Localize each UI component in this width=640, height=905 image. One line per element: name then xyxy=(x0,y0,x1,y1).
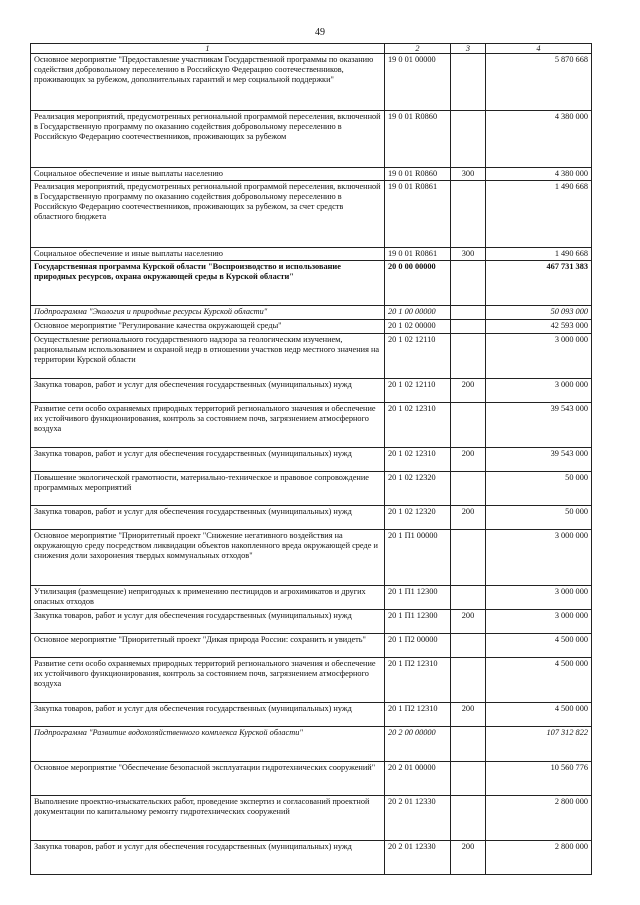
row-expense-type: 200 xyxy=(451,610,486,634)
row-name: Закупка товаров, работ и услуг для обеспечения государственных (муниципальных) нужд xyxy=(31,841,385,875)
row-expense-type: 200 xyxy=(451,841,486,875)
row-name: Основное мероприятие "Регулирование качества окружающей среды" xyxy=(31,320,385,334)
row-amount: 3 000 000 xyxy=(486,334,592,379)
row-name: Подпрограмма "Экология и природные ресурсы Курской области" xyxy=(31,306,385,320)
row-code: 20 1 02 12310 xyxy=(385,403,451,448)
row-code: 20 1 П2 00000 xyxy=(385,634,451,658)
row-code: 20 1 02 12310 xyxy=(385,448,451,472)
row-name: Государственная программа Курской области "Воспроизводство и использование природных ресурсов, охрана окружающей среды в Курской области" xyxy=(31,261,385,306)
table-row xyxy=(31,610,592,634)
row-amount: 3 000 000 xyxy=(486,586,592,610)
row-name: Подпрограмма "Развитие водохозяйственного комплекса Курской области" xyxy=(31,727,385,762)
row-name: Развитие сети особо охраняемых природных территорий регионального значения и обеспечение их устойчивого функционирования, контроль за состоянием почв, загрязнением атмосферного воздуха xyxy=(31,658,385,703)
row-amount: 5 870 668 xyxy=(486,54,592,111)
row-name: Закупка товаров, работ и услуг для обеспечения государственных (муниципальных) нужд xyxy=(31,379,385,403)
row-expense-type xyxy=(451,727,486,762)
row-expense-type xyxy=(451,530,486,586)
row-code: 20 1 02 12320 xyxy=(385,472,451,506)
row-amount: 2 800 000 xyxy=(486,796,592,841)
row-expense-type xyxy=(451,472,486,506)
row-name: Утилизация (размещение) непригодных к применению пестицидов и агрохимикатов и других опасных отходов xyxy=(31,586,385,610)
row-amount: 50 000 xyxy=(486,506,592,530)
table-row xyxy=(31,261,592,306)
table-row xyxy=(31,634,592,658)
budget-table xyxy=(30,43,592,875)
table-row xyxy=(31,796,592,841)
row-code: 20 2 00 00000 xyxy=(385,727,451,762)
row-code: 20 1 П2 12310 xyxy=(385,703,451,727)
table-row xyxy=(31,306,592,320)
header-col-2: 2 xyxy=(385,44,451,54)
row-name: Развитие сети особо охраняемых природных территорий регионального значения и обеспечение их устойчивого функционирования, контроль за состоянием почв, загрязнением атмосферного воздуха xyxy=(31,403,385,448)
table-row xyxy=(31,841,592,875)
row-amount: 50 093 000 xyxy=(486,306,592,320)
row-code: 19 0 01 R0861 xyxy=(385,248,451,261)
table-row xyxy=(31,530,592,586)
row-amount: 39 543 000 xyxy=(486,403,592,448)
row-expense-type: 300 xyxy=(451,168,486,181)
row-code: 20 1 02 00000 xyxy=(385,320,451,334)
row-name: Закупка товаров, работ и услуг для обеспечения государственных (муниципальных) нужд xyxy=(31,448,385,472)
row-expense-type: 200 xyxy=(451,448,486,472)
table-row xyxy=(31,448,592,472)
row-amount: 10 560 776 xyxy=(486,762,592,796)
table-row xyxy=(31,658,592,703)
row-amount: 4 500 000 xyxy=(486,634,592,658)
table-row xyxy=(31,54,592,111)
row-expense-type: 200 xyxy=(451,379,486,403)
row-amount: 3 000 000 xyxy=(486,610,592,634)
table-row xyxy=(31,762,592,796)
table-row xyxy=(31,379,592,403)
row-amount: 3 000 000 xyxy=(486,379,592,403)
row-name: Основное мероприятие "Обеспечение безопасной эксплуатации гидротехнических сооружений" xyxy=(31,762,385,796)
table-row xyxy=(31,586,592,610)
row-name: Закупка товаров, работ и услуг для обеспечения государственных (муниципальных) нужд xyxy=(31,506,385,530)
header-col-3: 3 xyxy=(451,44,486,54)
row-expense-type: 200 xyxy=(451,506,486,530)
row-code: 20 2 01 00000 xyxy=(385,762,451,796)
row-amount: 3 000 000 xyxy=(486,530,592,586)
row-name: Повышение экологической грамотности, материально-техническое и правовое сопровождение программных мероприятий xyxy=(31,472,385,506)
row-expense-type: 200 xyxy=(451,703,486,727)
row-code: 19 0 01 R0861 xyxy=(385,181,451,248)
table-row xyxy=(31,111,592,168)
row-expense-type xyxy=(451,306,486,320)
row-name: Основное мероприятие "Приоритетный проект "Снижение негативного воздействия на окружающую среду посредством ликвидации объектов накопленного вреда окружающей среде и снижения доли захоронения твердых коммунальных отходов" xyxy=(31,530,385,586)
row-amount: 467 731 383 xyxy=(486,261,592,306)
row-expense-type xyxy=(451,54,486,111)
row-amount: 39 543 000 xyxy=(486,448,592,472)
header-row xyxy=(31,44,592,54)
row-expense-type xyxy=(451,762,486,796)
table-row xyxy=(31,334,592,379)
row-code: 20 1 П1 12300 xyxy=(385,610,451,634)
row-code: 20 1 П1 00000 xyxy=(385,530,451,586)
row-code: 19 0 01 R0860 xyxy=(385,111,451,168)
row-expense-type xyxy=(451,181,486,248)
row-name: Осуществление регионального государственного надзора за геологическим изучением, рациональным использованием и охраной недр в отношении участков недр местного значения на территории Курской области xyxy=(31,334,385,379)
row-name: Закупка товаров, работ и услуг для обеспечения государственных (муниципальных) нужд xyxy=(31,610,385,634)
row-name: Социальное обеспечение и иные выплаты населению xyxy=(31,168,385,181)
row-name: Основное мероприятие "Предоставление участникам Государственной программы по оказанию содействия добровольному переселению в Российскую Федерацию соотечественников, проживающих за рубежом, дополнительных гарантий и мер социальной поддержки" xyxy=(31,54,385,111)
table-row xyxy=(31,727,592,762)
row-amount: 107 312 822 xyxy=(486,727,592,762)
row-code: 20 1 П2 12310 xyxy=(385,658,451,703)
row-name: Основное мероприятие "Приоритетный проект "Дикая природа России: сохранить и увидеть" xyxy=(31,634,385,658)
row-expense-type xyxy=(451,796,486,841)
row-name: Выполнение проектно-изыскательских работ, проведение экспертиз и согласований проектной документации по капитальному ремонту гидротехнических сооружений xyxy=(31,796,385,841)
row-expense-type xyxy=(451,334,486,379)
row-code: 20 2 01 12330 xyxy=(385,841,451,875)
row-expense-type xyxy=(451,586,486,610)
row-code: 19 0 01 00000 xyxy=(385,54,451,111)
row-expense-type xyxy=(451,261,486,306)
table-row xyxy=(31,403,592,448)
table-row xyxy=(31,168,592,181)
row-code: 20 1 00 00000 xyxy=(385,306,451,320)
header-col-4: 4 xyxy=(486,44,592,54)
row-code: 20 1 02 12320 xyxy=(385,506,451,530)
row-code: 19 0 01 R0860 xyxy=(385,168,451,181)
row-amount: 1 490 668 xyxy=(486,248,592,261)
row-amount: 1 490 668 xyxy=(486,181,592,248)
row-code: 20 2 01 12330 xyxy=(385,796,451,841)
row-name: Социальное обеспечение и иные выплаты населению xyxy=(31,248,385,261)
header-col-1: 1 xyxy=(31,44,385,54)
row-code: 20 1 02 12110 xyxy=(385,334,451,379)
row-amount: 4 380 000 xyxy=(486,168,592,181)
row-name: Реализация мероприятий, предусмотренных региональной программой переселения, включенной в Государственную программу по оказанию содействия добровольному переселению в Российскую Федерацию соотечественников, проживающих за рубежом xyxy=(31,111,385,168)
table-row xyxy=(31,506,592,530)
page-number: 49 xyxy=(315,27,325,38)
row-amount: 4 500 000 xyxy=(486,703,592,727)
table-row xyxy=(31,181,592,248)
row-amount: 2 800 000 xyxy=(486,841,592,875)
row-code: 20 0 00 00000 xyxy=(385,261,451,306)
row-expense-type: 300 xyxy=(451,248,486,261)
row-expense-type xyxy=(451,111,486,168)
table-row xyxy=(31,320,592,334)
row-amount: 4 380 000 xyxy=(486,111,592,168)
row-code: 20 1 02 12110 xyxy=(385,379,451,403)
row-name: Реализация мероприятий, предусмотренных региональной программой переселения, включенной в Государственную программу по оказанию содействия добровольному переселению в Российскую Федерацию соотечественников, проживающих за рубежом, за счет средств областного бюджета xyxy=(31,181,385,248)
row-expense-type xyxy=(451,320,486,334)
row-expense-type xyxy=(451,658,486,703)
row-code: 20 1 П1 12300 xyxy=(385,586,451,610)
row-amount: 4 500 000 xyxy=(486,658,592,703)
row-name: Закупка товаров, работ и услуг для обеспечения государственных (муниципальных) нужд xyxy=(31,703,385,727)
row-expense-type xyxy=(451,403,486,448)
row-amount: 50 000 xyxy=(486,472,592,506)
row-expense-type xyxy=(451,634,486,658)
table-row xyxy=(31,703,592,727)
table-row xyxy=(31,248,592,261)
table-row xyxy=(31,472,592,506)
row-amount: 42 593 000 xyxy=(486,320,592,334)
